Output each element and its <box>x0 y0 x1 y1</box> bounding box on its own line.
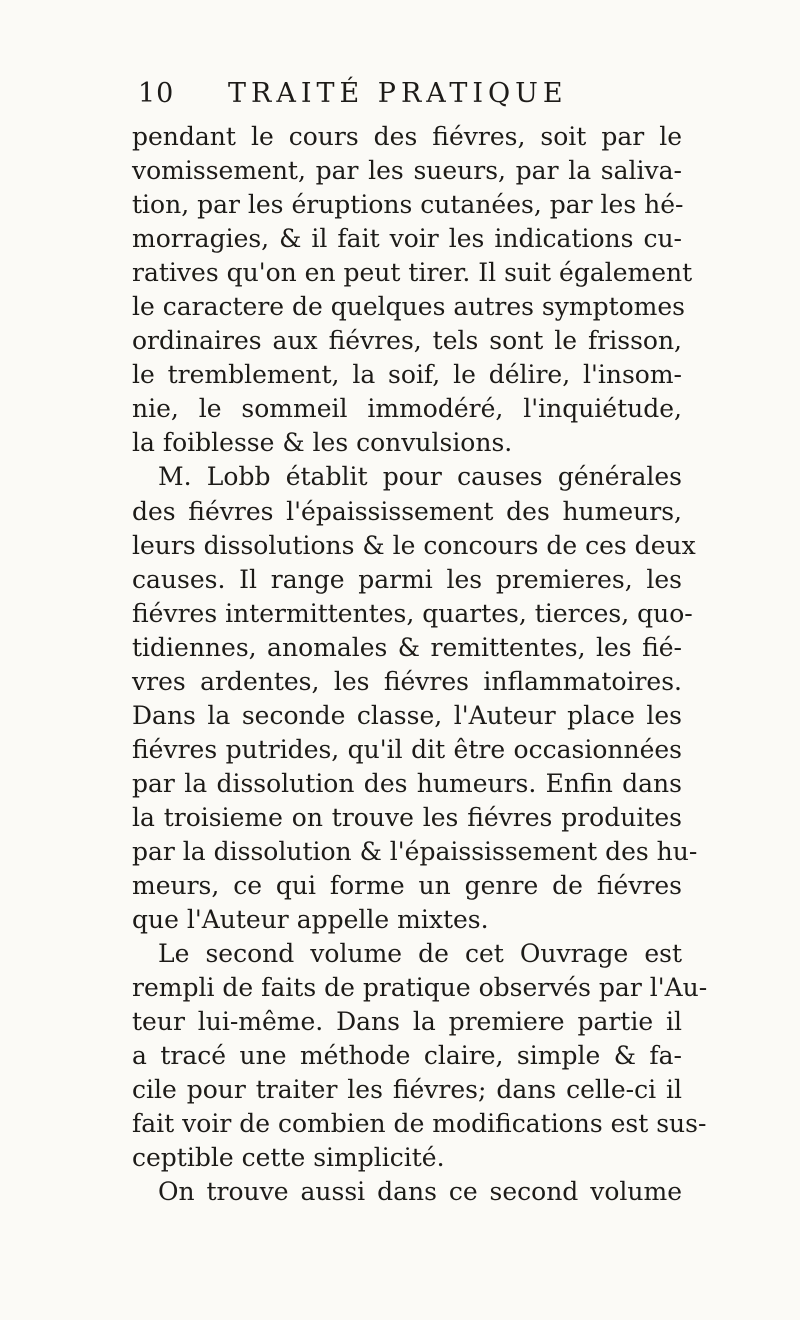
text-line: nie, le sommeil immodéré, l'inquiétude, <box>132 394 682 424</box>
text-line: Le second volume de cet Ouvrage est <box>158 939 682 969</box>
text-line: a tracé une méthode claire, simple & fa- <box>132 1041 682 1071</box>
text-line: le tremblement, la soif, le délire, l'insom- <box>132 360 682 390</box>
text-line: rempli de faits de pratique observés par l'Au- <box>132 973 708 1003</box>
text-line: des fiévres l'épaississement des humeurs, <box>132 496 682 526</box>
text-line: meurs, ce qui forme un genre de fiévres <box>132 871 682 901</box>
text-line: pendant le cours des fiévres, soit par le <box>132 122 682 151</box>
text-line: ratives qu'on en peut tirer. Il suit également <box>132 258 693 288</box>
text-line: par la dissolution & l'épaississement des hu- <box>132 836 698 866</box>
page-number: 10 <box>138 78 175 109</box>
text-line: Dans la seconde classe, l'Auteur place les <box>132 700 682 730</box>
text-line: cile pour traiter les fiévres; dans celle-ci il <box>132 1075 682 1105</box>
text-line: morragies, & il fait voir les indications cu- <box>132 224 682 254</box>
text-line: ordinaires aux fiévres, tels sont le frisson, <box>132 326 682 356</box>
text-line: vres ardentes, les fiévres inflammatoires. <box>132 666 682 696</box>
text-line: fiévres intermittentes, quartes, tierces, quo- <box>132 598 693 628</box>
text-line: la troisieme on trouve les fiévres produites <box>132 802 682 832</box>
text-line: le caractere de quelques autres symptomes <box>132 292 686 322</box>
text-line: par la dissolution des humeurs. Enfin dans <box>132 768 682 798</box>
text-line: tion, par les éruptions cutanées, par les hé- <box>132 190 684 220</box>
text-line: vomissement, par les sueurs, par la saliva- <box>132 156 682 186</box>
running-title: TRAITÉ PRATIQUE <box>228 78 568 109</box>
body-text <box>132 120 708 1210</box>
text-line: que l'Auteur appelle mixtes. <box>132 905 489 935</box>
text-line: teur lui-même. Dans la premiere partie il <box>132 1007 682 1037</box>
text-line: leurs dissolutions & le concours de ces deux <box>132 530 696 560</box>
text-line: On trouve aussi dans ce second volume <box>158 1177 682 1207</box>
text-line: fiévres putrides, qu'il dit être occasionnées <box>132 734 682 764</box>
text-line: M. Lobb établit pour causes générales <box>158 462 682 492</box>
running-header <box>138 78 618 118</box>
text-line: fait voir de combien de modifications est sus- <box>132 1109 707 1139</box>
text-line: tidiennes, anomales & remittentes, les fié- <box>132 632 682 662</box>
text-line: ceptible cette simplicité. <box>132 1143 445 1173</box>
text-line: la foiblesse & les convulsions. <box>132 428 513 458</box>
text-line: causes. Il range parmi les premieres, les <box>132 564 682 594</box>
